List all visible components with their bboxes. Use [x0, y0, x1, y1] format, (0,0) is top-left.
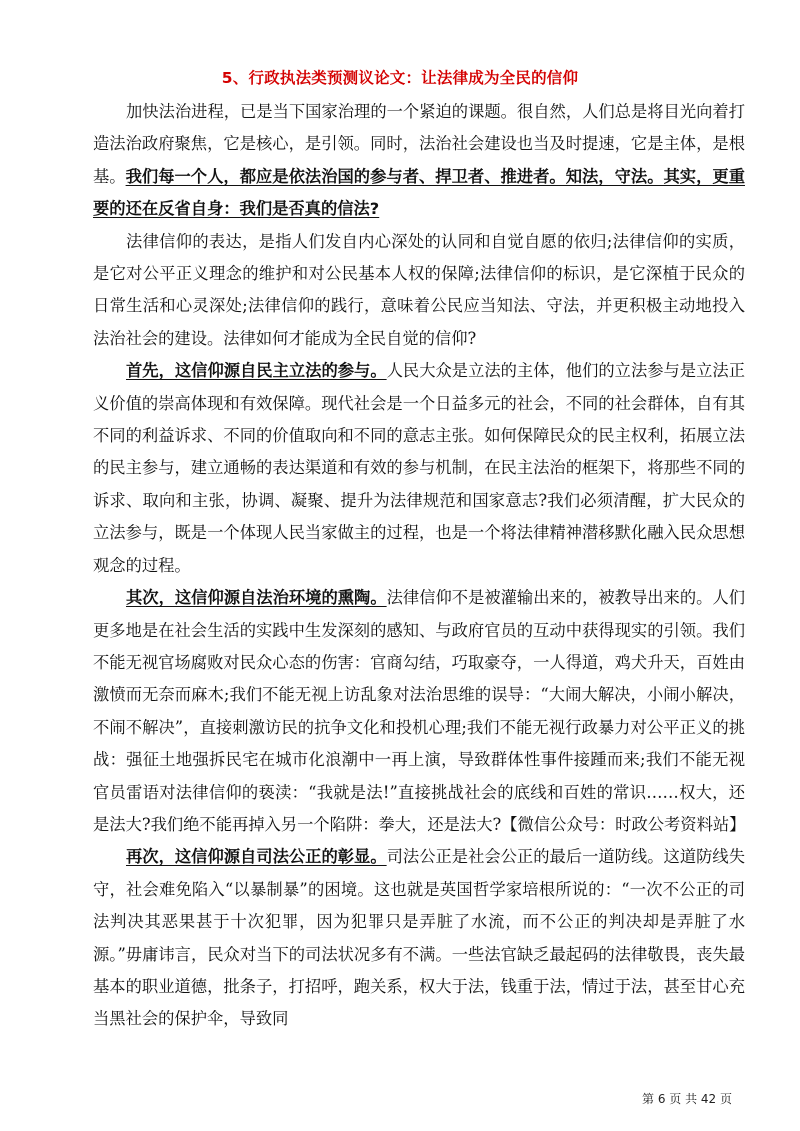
second-point-heading: 其次，这信仰源自法治环境的熏陶。 — [126, 588, 387, 608]
paragraph-first-text: 人民大众是立法的主体，他们的立法参与是立法正义价值的崇高体现和有效保障。现代社会是一个日益多元的社会，不同的社会群体，自有其不同的利益诉求、不同的价值取向和不同的意志主张。如何保障民众的民主权利，拓展立法的民主参与，建立通畅的表达渠道和有效的参与机制，在民主法治的框架下，将那些不同的诉求、取向和主张，协调、凝聚、提升为法律规范和国家意志?我们必须清醒，扩大民众的立法参与，既是一个体现人民当家做主的过程，也是一个将法律精神潜移默化融入民众思想观念的过程。 — [93, 361, 745, 575]
paragraph-definition-text: 法律信仰的表达，是指人们发自内心深处的认同和自觉自愿的依归;法律信仰的实质，是它对公平正义理念的维护和对公民基本人权的保障;法律信仰的标识，是它深植于民众的日常生活和心灵深处;法律信仰的践行，意味着公民应当知法、守法，并更积极主动地投入法治社会的建设。法律如何才能成为全民自觉的信仰? — [93, 231, 745, 348]
intro-emphasis: 我们每一个人，都应是依法治国的参与者、捍卫者、推进者。知法，守法。其实，更重要的还在反省自身：我们是否真的信法? — [93, 166, 745, 219]
third-point-heading: 再次，这信仰源自司法公正的彰显。 — [126, 847, 387, 867]
first-point-heading: 首先，这信仰源自民主立法的参与。 — [126, 361, 387, 381]
article-body — [93, 96, 745, 1036]
paragraph-definition — [93, 226, 745, 356]
paragraph-third-text: 司法公正是社会公正的最后一道防线。这道防线失守，社会难免陷入“以暴制暴”的困境。这也就是英国哲学家培根所说的：“一次不公正的司法判决其恶果甚于十次犯罪，因为犯罪只是弄脏了水流，而不公正的判决却是弄脏了水源。”毋庸讳言，民众对当下的司法状况多有不满。一些法官缺乏最起码的法律敬畏，丧失最基本的职业道德，批条子，打招呼，跑关系，权大于法，钱重于法，情过于法，甚至甘心充当黑社会的保护伞，导致同 — [93, 847, 745, 1029]
paragraph-intro-text: 加快法治进程，已是当下国家治理的一个紧迫的课题。很自然，人们总是将目光向着打造法治政府聚焦，它是核心，是引领。同时，法治社会建设也当及时提速，它是主体，是根基。 — [93, 102, 745, 186]
paragraph-intro — [93, 96, 745, 226]
paragraph-second — [93, 582, 745, 841]
article-title: 5、行政执法类预测议论文：让法律成为全民的信仰 — [221, 69, 579, 87]
paragraph-third — [93, 841, 745, 1035]
paragraph-second-text: 法律信仰不是被灌输出来的，被教导出来的。人们更多地是在社会生活的实践中生发深刻的感知、与政府官员的互动中获得现实的引领。我们不能无视官场腐败对民众心态的伤害：官商勾结，巧取豪夺，一人得道，鸡犬升天，百姓由激愤而无奈而麻木;我们不能无视上访乱象对法治思维的误导：“大闹大解决，小闹小解决，不闹不解决”，直接刺激访民的抗争文化和投机心理;我们不能无视行政暴力对公平正义的挑战：强征土地强拆民宅在城市化浪潮中一再上演，导致群体性事件接踵而来;我们不能无视官员雷语对法律信仰的亵渎：“我就是法!”直接挑战社会的底线和百姓的常识……权大，还是法大?我们绝不能再掉入另一个陷阱：拳大，还是法大?【微信公众号：时政公考资料站】 — [93, 588, 746, 834]
paragraph-first — [93, 355, 745, 582]
page-number: 第 6 页 共 42 页 — [642, 1092, 732, 1106]
